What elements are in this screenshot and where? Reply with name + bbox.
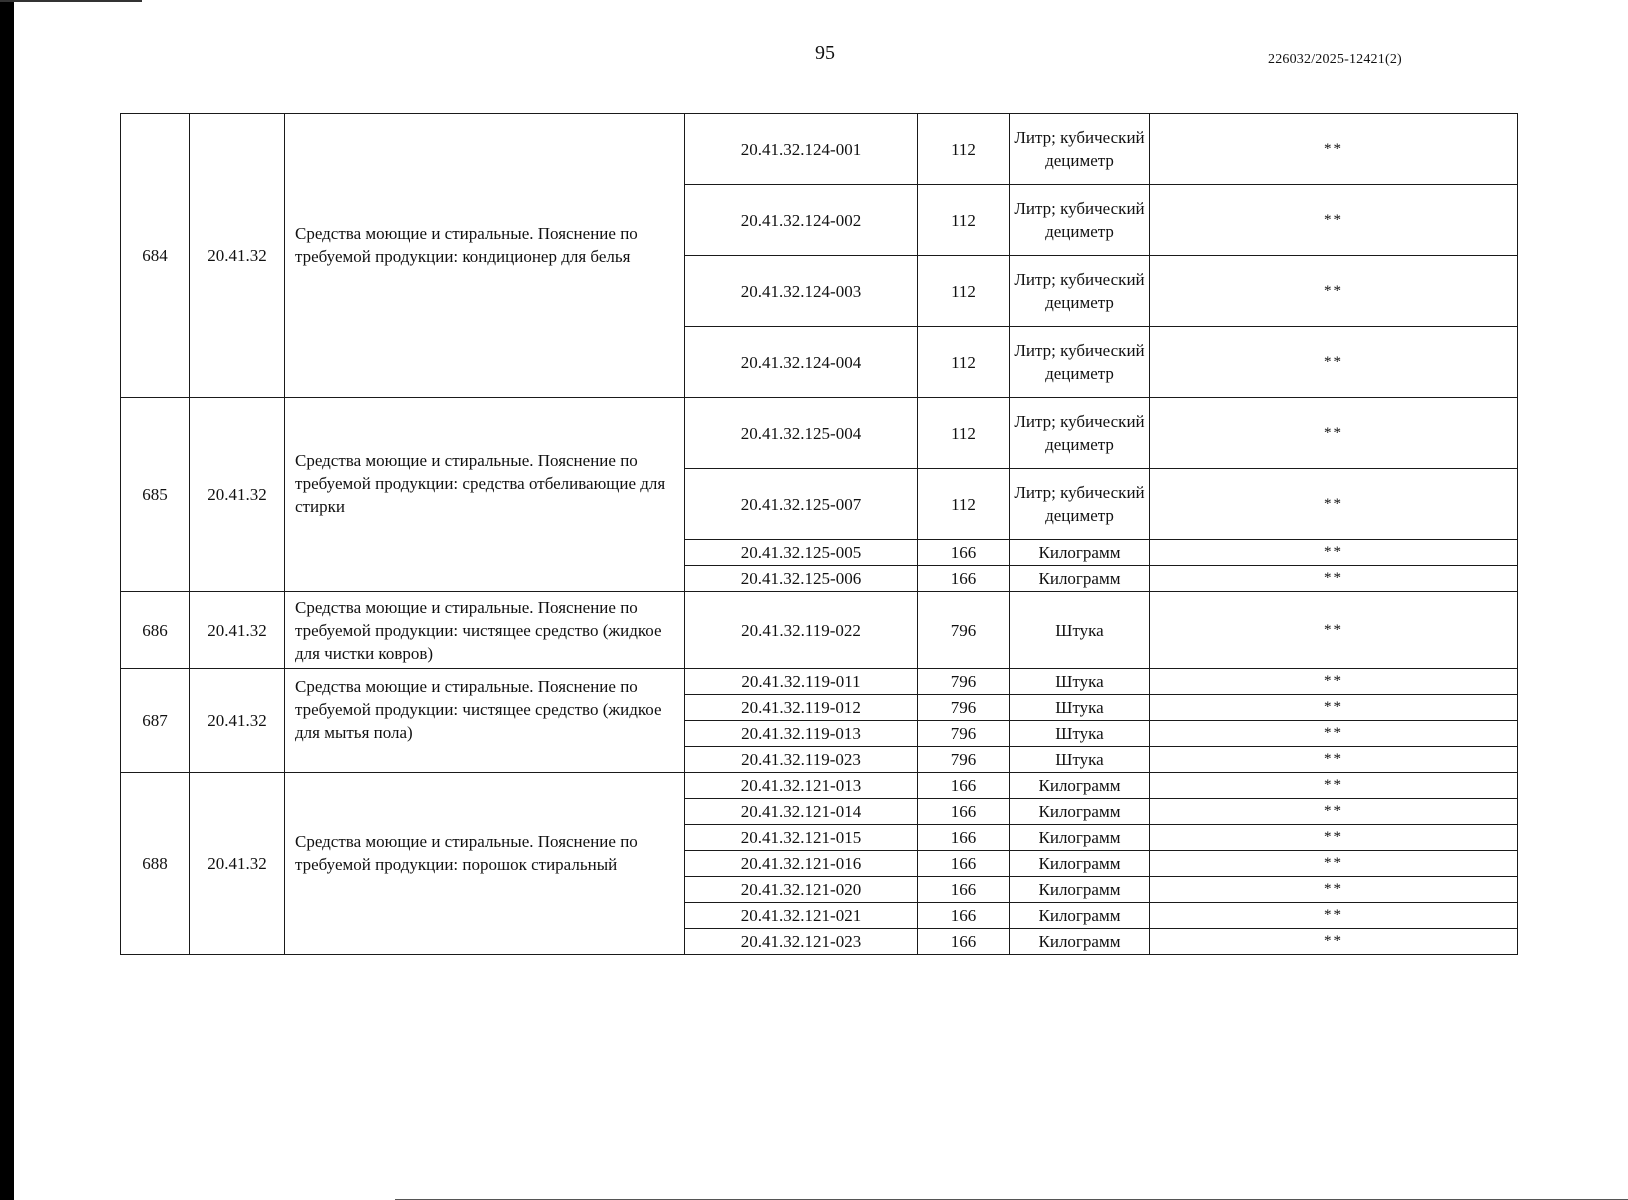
okei-code-cell: 166 [918,929,1010,955]
products-table [120,113,1518,955]
ktru-code-cell: 20.41.32.125-006 [685,566,918,592]
unit-of-measure-cell: Литр; кубический дециметр [1010,327,1150,398]
unit-of-measure-cell: Килограмм [1010,903,1150,929]
product-description-cell [285,592,685,669]
product-description-cell [285,773,685,955]
ktru-code-cell: 20.41.32.124-001 [685,114,918,185]
unit-of-measure-cell: Литр; кубический дециметр [1010,114,1150,185]
ktru-code-cell: 20.41.32.119-013 [685,721,918,747]
requirements-cell: ** [1150,695,1518,721]
unit-of-measure-cell: Литр; кубический дециметр [1010,469,1150,540]
product-description-cell [285,114,685,398]
unit-of-measure-cell: Килограмм [1010,773,1150,799]
product-description-cell [285,398,685,592]
okei-code-cell: 796 [918,747,1010,773]
ktru-code-cell: 20.41.32.119-023 [685,747,918,773]
scan-border-left [0,0,14,1200]
okei-code-cell: 166 [918,540,1010,566]
product-description-text: Средства моющие и стиральные. Пояснение по требуемой продукции: кондиционер для белья [295,223,638,266]
ktru-code-cell: 20.41.32.121-015 [685,825,918,851]
unit-of-measure-cell: Литр; кубический дециметр [1010,398,1150,469]
okei-code-cell: 112 [918,256,1010,327]
requirements-cell: ** [1150,903,1518,929]
unit-of-measure-cell: Литр; кубический дециметр [1010,256,1150,327]
ktru-code-cell: 20.41.32.121-021 [685,903,918,929]
table-row [121,669,1518,695]
okpd-code-cell: 20.41.32 [190,669,285,773]
okei-code-cell: 166 [918,851,1010,877]
requirements-cell: ** [1150,398,1518,469]
okei-code-cell: 112 [918,469,1010,540]
row-number-cell: 684 [121,114,190,398]
requirements-cell: ** [1150,327,1518,398]
requirements-cell: ** [1150,592,1518,669]
ktru-code-cell: 20.41.32.124-004 [685,327,918,398]
okei-code-cell: 112 [918,327,1010,398]
requirements-cell: ** [1150,773,1518,799]
unit-of-measure-cell: Литр; кубический дециметр [1010,185,1150,256]
requirements-cell: ** [1150,566,1518,592]
unit-of-measure-cell: Штука [1010,747,1150,773]
okei-code-cell: 112 [918,185,1010,256]
requirements-cell: ** [1150,721,1518,747]
table-row [121,592,1518,669]
requirements-cell: ** [1150,469,1518,540]
ktru-code-cell: 20.41.32.125-007 [685,469,918,540]
ktru-code-cell: 20.41.32.121-014 [685,799,918,825]
ktru-code-cell: 20.41.32.124-002 [685,185,918,256]
unit-of-measure-cell: Штука [1010,721,1150,747]
ktru-code-cell: 20.41.32.125-004 [685,398,918,469]
page-number: 95 [815,42,835,64]
unit-of-measure-cell: Килограмм [1010,566,1150,592]
okpd-code-cell: 20.41.32 [190,114,285,398]
okei-code-cell: 166 [918,566,1010,592]
requirements-cell: ** [1150,747,1518,773]
row-number-cell: 687 [121,669,190,773]
unit-of-measure-cell: Килограмм [1010,877,1150,903]
okpd-code-cell: 20.41.32 [190,398,285,592]
ktru-code-cell: 20.41.32.121-013 [685,773,918,799]
requirements-cell: ** [1150,799,1518,825]
row-number-cell: 685 [121,398,190,592]
okei-code-cell: 166 [918,773,1010,799]
table-row [121,398,1518,469]
product-description-cell [285,669,685,773]
okei-code-cell: 166 [918,825,1010,851]
table-row [121,773,1518,799]
requirements-cell: ** [1150,877,1518,903]
table-row [121,114,1518,185]
okei-code-cell: 796 [918,695,1010,721]
ktru-code-cell: 20.41.32.119-022 [685,592,918,669]
unit-of-measure-cell: Килограмм [1010,851,1150,877]
okei-code-cell: 796 [918,669,1010,695]
row-number-cell: 686 [121,592,190,669]
requirements-cell: ** [1150,669,1518,695]
requirements-cell: ** [1150,929,1518,955]
unit-of-measure-cell: Штука [1010,695,1150,721]
table-body [121,114,1518,955]
unit-of-measure-cell: Штука [1010,669,1150,695]
ktru-code-cell: 20.41.32.121-023 [685,929,918,955]
ktru-code-cell: 20.41.32.119-011 [685,669,918,695]
requirements-cell: ** [1150,256,1518,327]
product-description-text: Средства моющие и стиральные. Пояснение по требуемой продукции: чистящее средство (жидкое для мытья пола) [295,677,662,742]
ktru-code-cell: 20.41.32.121-020 [685,877,918,903]
okei-code-cell: 112 [918,114,1010,185]
requirements-cell: ** [1150,825,1518,851]
unit-of-measure-cell: Штука [1010,592,1150,669]
okei-code-cell: 796 [918,592,1010,669]
requirements-cell: ** [1150,185,1518,256]
requirements-cell: ** [1150,851,1518,877]
ktru-code-cell: 20.41.32.119-012 [685,695,918,721]
scan-artifact-top [0,0,142,2]
document-id: 226032/2025-12421(2) [1268,52,1402,67]
okei-code-cell: 112 [918,398,1010,469]
ktru-code-cell: 20.41.32.124-003 [685,256,918,327]
product-description-text: Средства моющие и стиральные. Пояснение по требуемой продукции: чистящее средство (жидкое для чистки ковров) [295,597,662,663]
requirements-cell: ** [1150,114,1518,185]
ktru-code-cell: 20.41.32.125-005 [685,540,918,566]
requirements-cell: ** [1150,540,1518,566]
okei-code-cell: 796 [918,721,1010,747]
okei-code-cell: 166 [918,799,1010,825]
okei-code-cell: 166 [918,903,1010,929]
product-description-text: Средства моющие и стиральные. Пояснение по требуемой продукции: средства отбеливающие для стирки [295,451,666,516]
okei-code-cell: 166 [918,877,1010,903]
product-description-text: Средства моющие и стиральные. Пояснение по требуемой продукции: порошок стиральный [295,831,638,874]
unit-of-measure-cell: Килограмм [1010,825,1150,851]
ktru-code-cell: 20.41.32.121-016 [685,851,918,877]
unit-of-measure-cell: Килограмм [1010,929,1150,955]
unit-of-measure-cell: Килограмм [1010,799,1150,825]
row-number-cell: 688 [121,773,190,955]
okpd-code-cell: 20.41.32 [190,773,285,955]
okpd-code-cell: 20.41.32 [190,592,285,669]
unit-of-measure-cell: Килограмм [1010,540,1150,566]
